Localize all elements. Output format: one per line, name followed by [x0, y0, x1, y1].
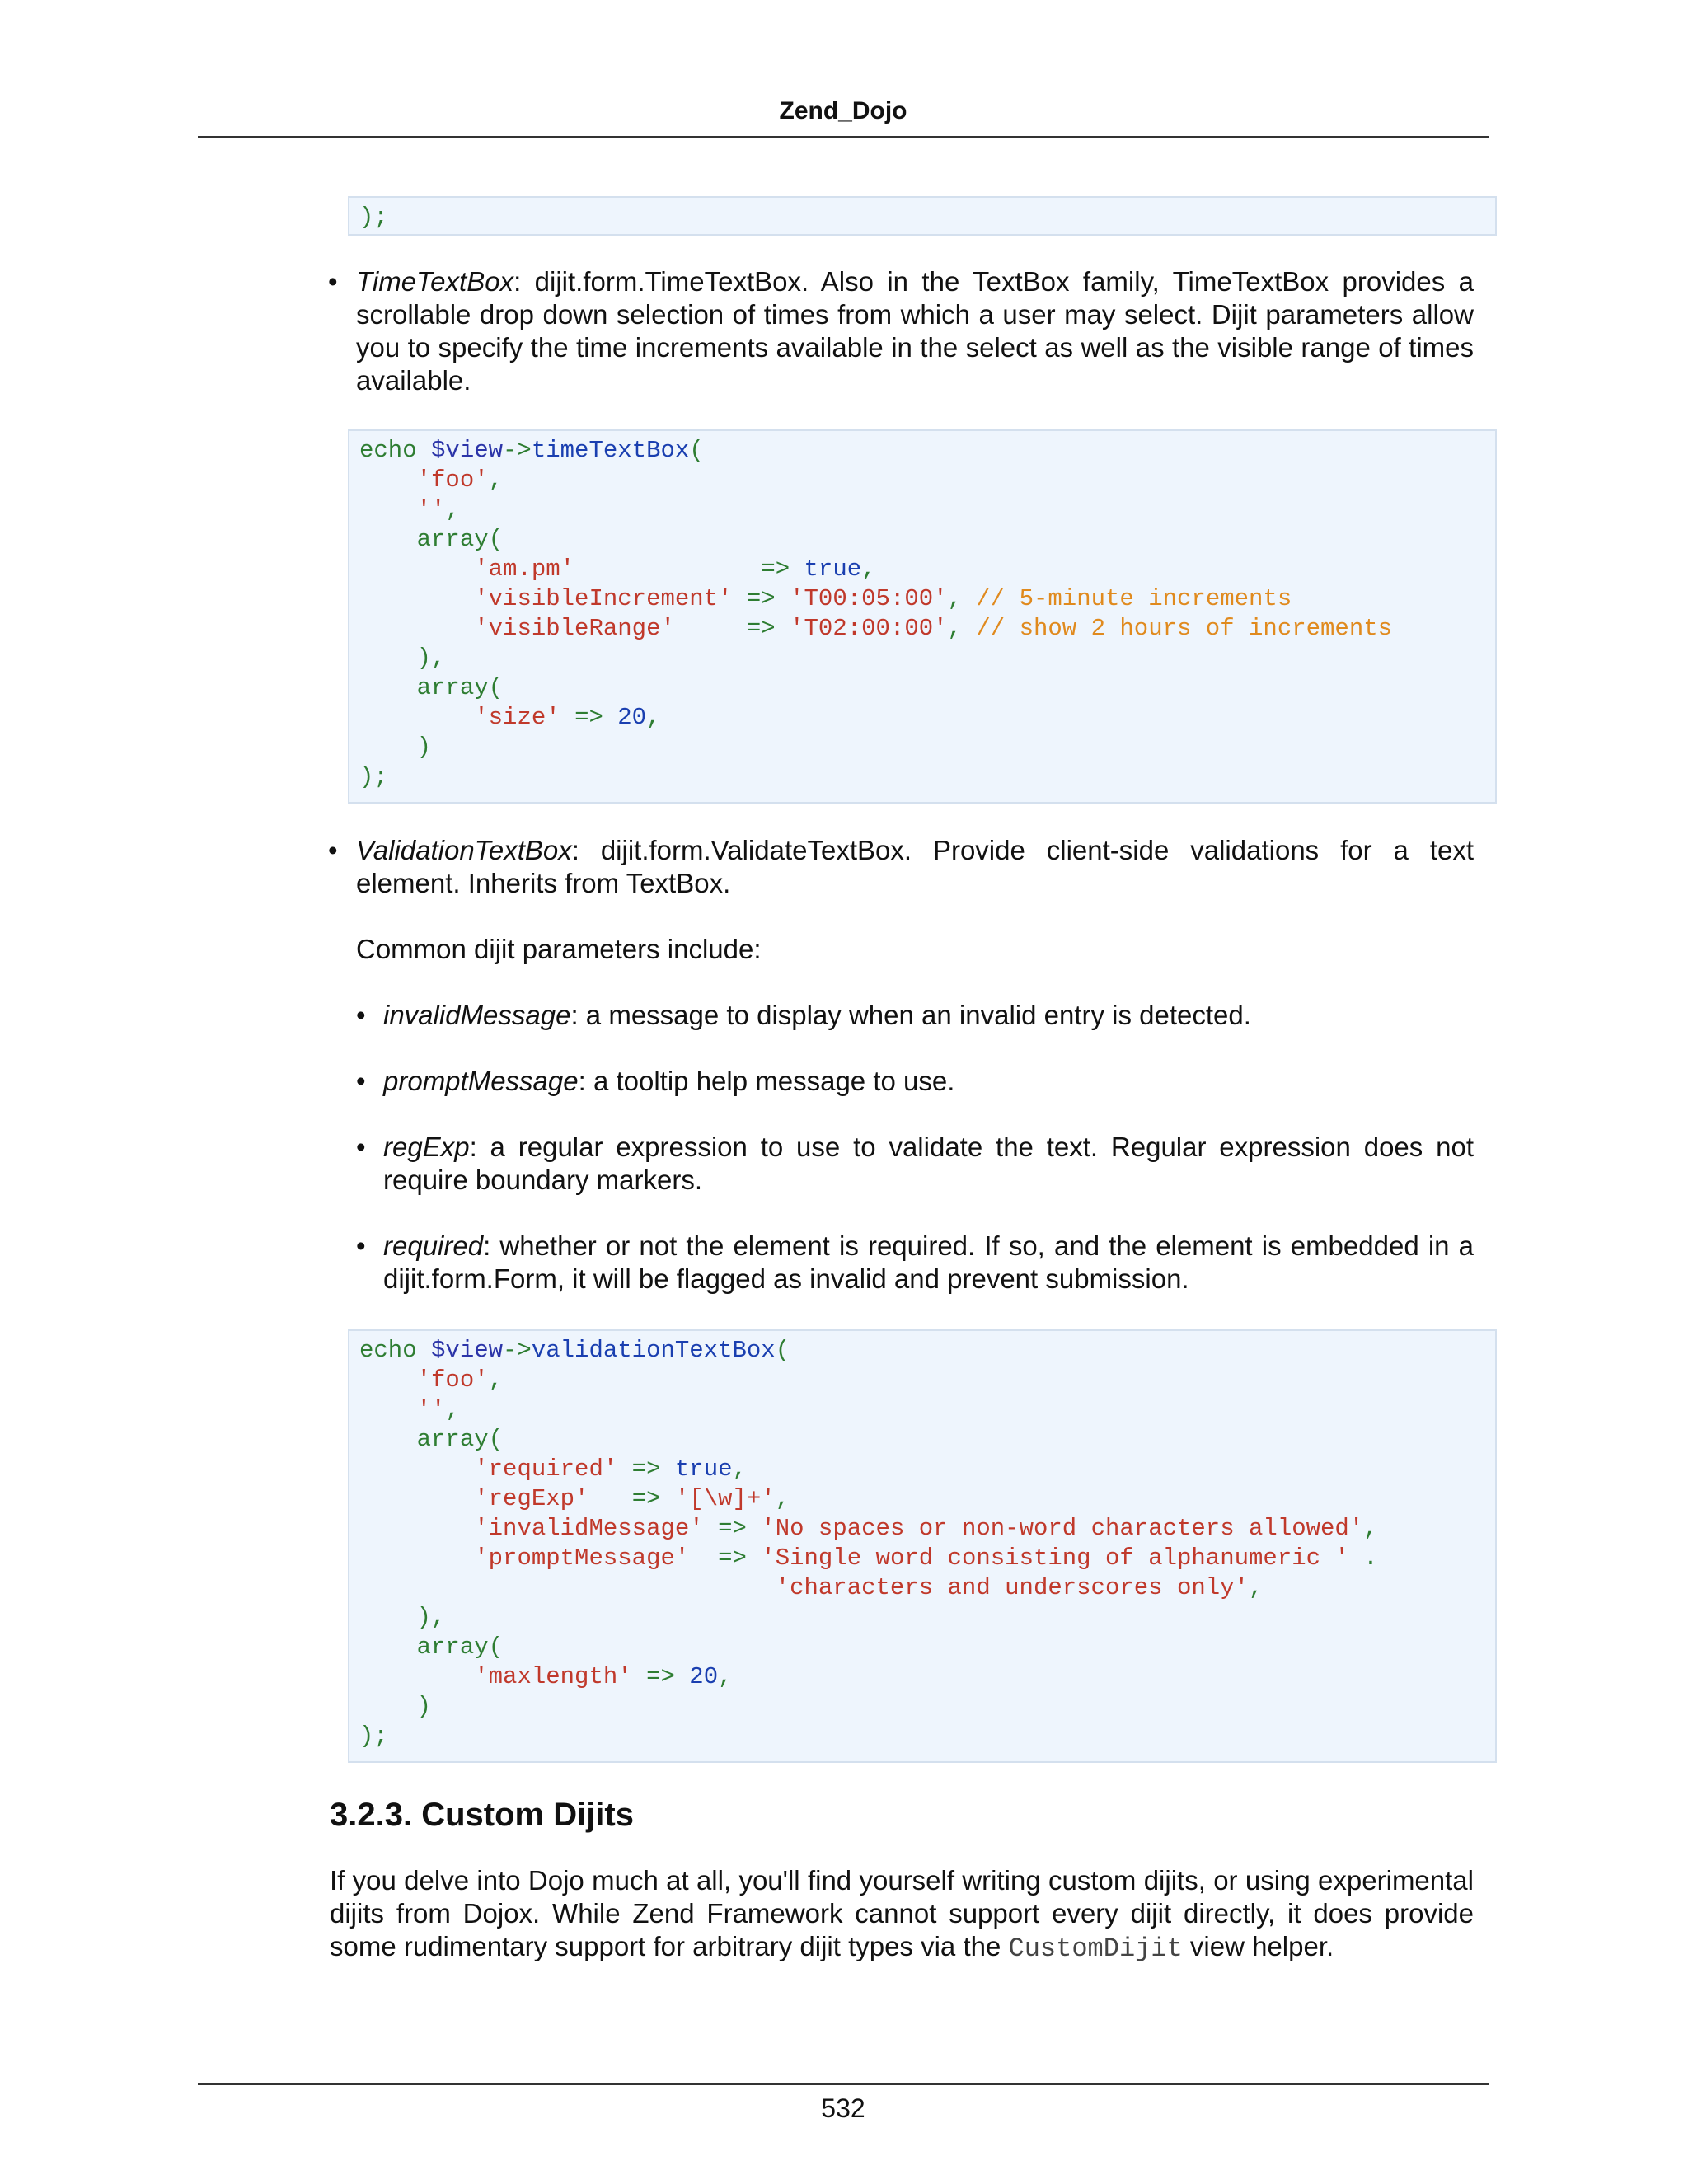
code-token: ,: [445, 496, 460, 523]
validationtextbox-text: : dijit.form.ValidateTextBox. Provide client-side validations for a text element. Inherits from TextBox.: [356, 835, 1474, 898]
code-block-validationtextbox: [348, 1329, 1497, 1763]
code-token: (: [689, 437, 704, 464]
timetextbox-text: : dijit.form.TimeTextBox. Also in the TextBox family, TimeTextBox provides a scrollable drop down selection of times from which a user may select. Dijit parameters allow you to specify the time increments available in the select as well as the visible range of times available.: [356, 266, 1474, 396]
paragraph-text: If you delve into Dojo much at all, you'll find yourself writing custom dijits, or using experimental dijits from Dojox. While Zend Framework cannot support every dijit directly, it does provide some rudimentary support for arbitrary dijit types via the: [330, 1865, 1474, 1961]
code-token: ,: [445, 1396, 460, 1423]
section-heading: 3.2.3. Custom Dijits: [330, 1797, 634, 1833]
code-token: $view: [431, 437, 504, 464]
code-token: =>: [631, 1455, 661, 1483]
param-required: [383, 1230, 1474, 1296]
code-token: ),: [416, 644, 446, 672]
code-token: array(: [416, 1426, 504, 1453]
code-token: '': [416, 1396, 446, 1423]
code-token: 20: [617, 704, 647, 731]
code-token: );: [359, 204, 388, 231]
code-token: =>: [631, 1485, 661, 1512]
param-text: : a message to display when an invalid entry is detected.: [570, 1000, 1251, 1030]
code-token: 'visibleIncrement': [474, 585, 733, 612]
code-token: 20: [689, 1663, 719, 1690]
param-invalidmessage: [383, 999, 1474, 1032]
code-token: ),: [416, 1604, 446, 1631]
code-token: ,: [947, 615, 962, 642]
bullet-marker: •: [356, 1230, 366, 1261]
bullet-marker: •: [328, 835, 338, 865]
code-token: 'promptMessage': [474, 1544, 690, 1572]
bullet-marker: •: [356, 1000, 366, 1030]
code-token: array(: [416, 674, 504, 701]
code-token: echo: [359, 1337, 432, 1364]
code-token: 'maxlength': [474, 1663, 632, 1690]
code-token: ,: [947, 585, 962, 612]
bullet-marker: •: [328, 266, 338, 297]
code-token: '[\w]+': [674, 1485, 776, 1512]
bullet-marker: •: [356, 1066, 366, 1096]
code-token: 'T00:05:00': [790, 585, 948, 612]
bullet-marker: •: [356, 1132, 366, 1162]
code-token: ,: [861, 555, 876, 583]
code-token: ): [416, 1693, 432, 1720]
footer-rule: [198, 2083, 1489, 2085]
code-token: '': [416, 496, 446, 523]
code-token: =>: [718, 1544, 747, 1572]
code-token: ,: [1363, 1515, 1378, 1542]
code-token: (: [775, 1337, 790, 1364]
code-token: ,: [488, 1366, 504, 1394]
validationtextbox-description: [356, 834, 1474, 900]
param-regexp: [383, 1131, 1474, 1197]
code-token: ,: [732, 1455, 747, 1483]
code-token: 'foo': [416, 466, 489, 494]
term-timetextbox: TimeTextBox: [356, 266, 514, 297]
code-token: $view: [431, 1337, 504, 1364]
code-token: ->: [503, 1337, 532, 1364]
term-validationtextbox: ValidationTextBox: [356, 835, 572, 865]
code-token: 'visibleRange': [474, 615, 675, 642]
code-token: ,: [488, 466, 504, 494]
running-header-title: Zend_Dojo: [779, 97, 907, 124]
code-token: =>: [574, 704, 603, 731]
code-token: ,: [1248, 1574, 1264, 1601]
code-token: ->: [503, 437, 532, 464]
term-promptmessage: promptMessage: [383, 1066, 579, 1096]
code-token: ,: [646, 704, 661, 731]
code-token: 'T02:00:00': [790, 615, 948, 642]
code-token: 'invalidMessage': [474, 1515, 704, 1542]
code-token: .: [1348, 1544, 1378, 1572]
code-token: 'required': [474, 1455, 618, 1483]
code-token: ): [416, 733, 432, 761]
param-text: : a regular expression to use to validate the text. Regular expression does not require boundary markers.: [383, 1132, 1474, 1195]
code-comment: // 5-minute increments: [976, 585, 1292, 612]
page-number: 532: [821, 2093, 865, 2123]
code-token: 'regExp': [474, 1485, 589, 1512]
code-token: );: [359, 1722, 388, 1750]
code-token: 'Single word consisting of alphanumeric ': [761, 1544, 1349, 1572]
code-block-previous-tail: [348, 196, 1497, 236]
code-token: true: [674, 1455, 733, 1483]
term-invalidmessage: invalidMessage: [383, 1000, 571, 1030]
param-text: : whether or not the element is required. If so, and the element is embedded in a dijit.form.Form, it will be flagged as invalid and prevent submission.: [383, 1230, 1474, 1294]
term-regexp: regExp: [383, 1132, 470, 1162]
code-token: true: [804, 555, 862, 583]
code-token: echo: [359, 437, 432, 464]
code-token: =>: [718, 1515, 747, 1542]
param-promptmessage: [383, 1065, 1474, 1098]
term-required: required: [383, 1230, 484, 1261]
paragraph-text: view helper.: [1182, 1931, 1334, 1961]
code-token: timeTextBox: [531, 437, 690, 464]
code-token: =>: [646, 1663, 675, 1690]
header-rule: [198, 136, 1489, 138]
code-token: 'No spaces or non-word characters allowed': [761, 1515, 1364, 1542]
code-block-timetextbox: [348, 429, 1497, 804]
code-token: =>: [746, 585, 776, 612]
code-token: validationTextBox: [531, 1337, 776, 1364]
code-token: 'size': [474, 704, 560, 731]
code-token: =>: [761, 555, 790, 583]
code-token: );: [359, 763, 388, 790]
code-token: 'foo': [416, 1366, 489, 1394]
param-text: : a tooltip help message to use.: [578, 1066, 955, 1096]
code-comment: // show 2 hours of increments: [976, 615, 1393, 642]
inline-code-customdijit: CustomDijit: [1008, 1933, 1183, 1964]
code-token: ,: [775, 1485, 790, 1512]
code-token: =>: [746, 615, 776, 642]
common-params-intro: Common dijit parameters include:: [356, 934, 762, 964]
custom-dijits-paragraph: [330, 1864, 1474, 1966]
code-token: array(: [416, 526, 504, 553]
timetextbox-description: [356, 265, 1474, 397]
code-token: 'characters and underscores only': [775, 1574, 1249, 1601]
code-token: ,: [718, 1663, 733, 1690]
code-token: array(: [416, 1633, 504, 1661]
code-token: 'am.pm': [474, 555, 575, 583]
